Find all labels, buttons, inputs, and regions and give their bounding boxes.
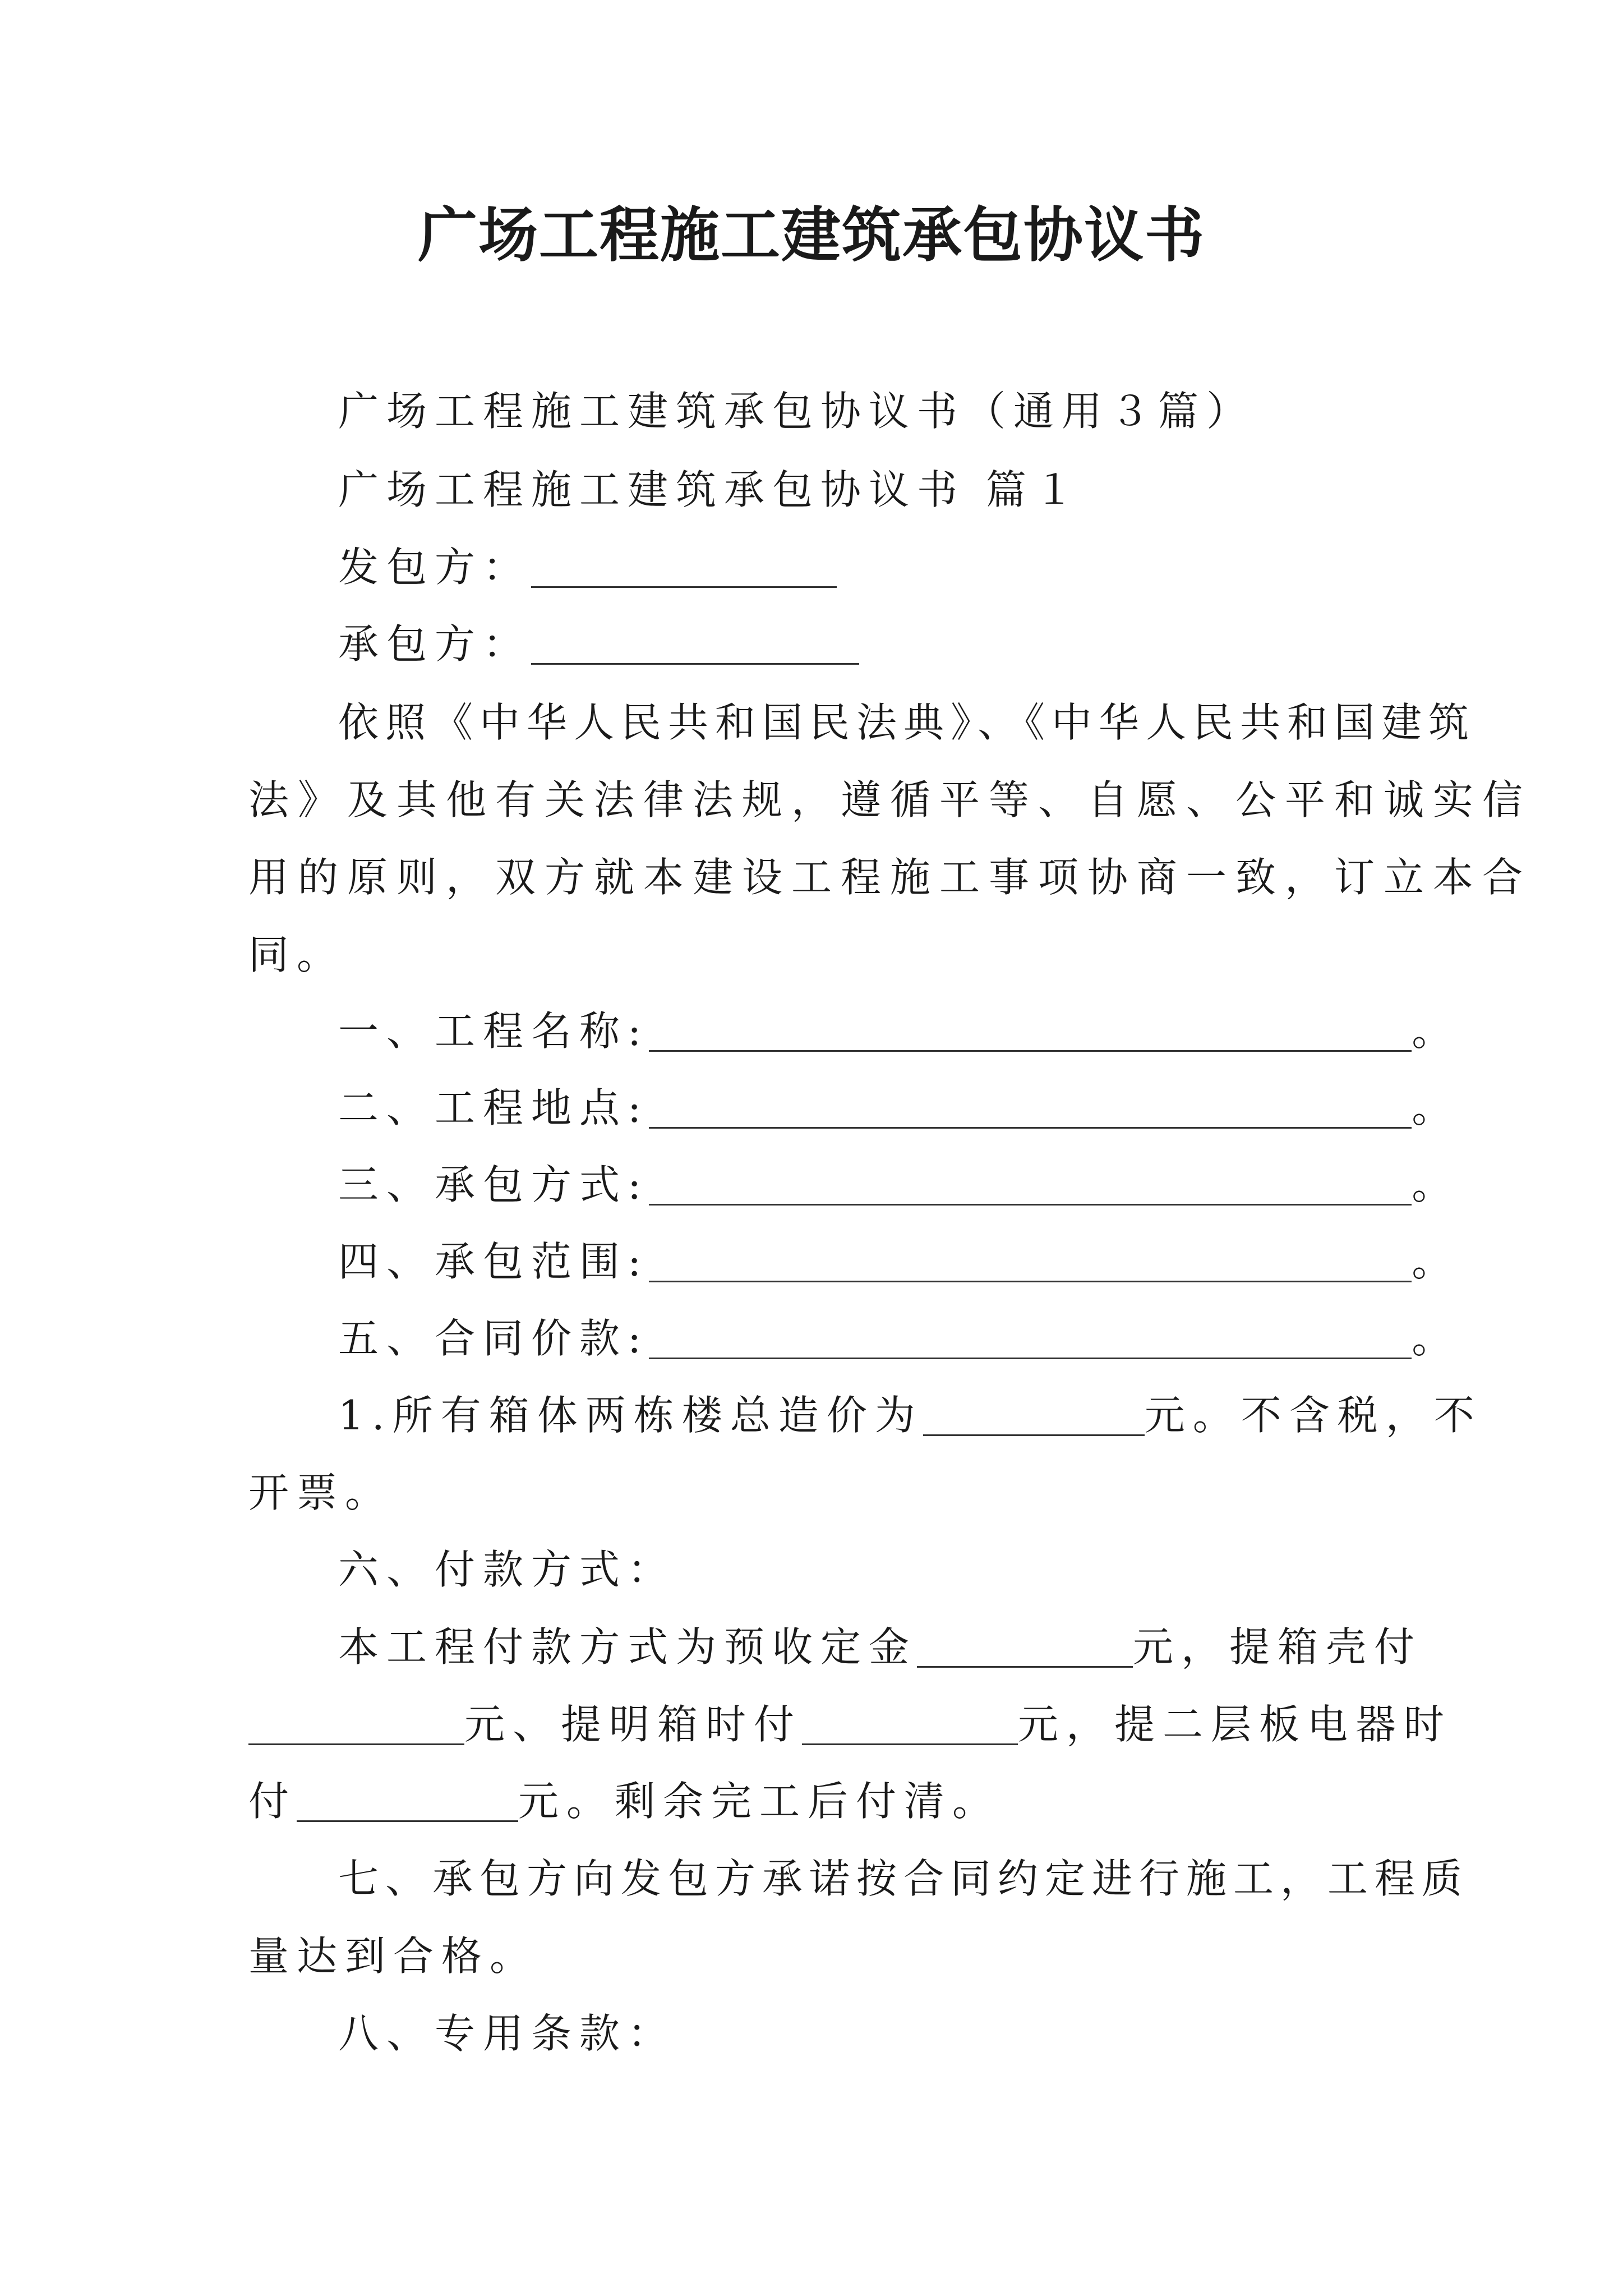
item-3-blank <box>649 1170 1412 1205</box>
preamble-line-2: 法》及其他有关法律法规，遵循平等、自愿、公平和诚实信 <box>248 776 1532 823</box>
document-title: 广场工程施工建筑承包协议书 <box>418 200 1205 270</box>
party-a-line <box>338 543 837 591</box>
item-1-line <box>338 1007 1460 1055</box>
payment-line-3 <box>248 1777 1000 1825</box>
payment-1-post: 元，提箱壳付 <box>1133 1623 1423 1671</box>
item-4-line <box>338 1237 1460 1286</box>
preamble-line-4: 同。 <box>248 931 345 978</box>
payment-line-1 <box>338 1623 1422 1671</box>
item-5-label: 五、合同价款: <box>338 1315 649 1362</box>
item-2-blank <box>649 1093 1412 1129</box>
item-7-line-1: 七、承包方向发包方承诺按合同约定进行施工，工程质 <box>338 1855 1469 1902</box>
preamble-line-3: 用的原则，双方就本建设工程施工事项协商一致，订立本合 <box>248 854 1532 901</box>
price-1-pre: 1.所有箱体两栋楼总造价为 <box>338 1392 923 1439</box>
payment-2-mid: 元、提明箱时付 <box>464 1701 803 1748</box>
item-5-blank <box>649 1324 1412 1359</box>
price-1-post: 元。不含税，不 <box>1144 1392 1482 1439</box>
payment-line-2 <box>248 1700 1452 1749</box>
total-price-blank <box>923 1401 1145 1436</box>
payment-3-pre: 付 <box>248 1778 297 1825</box>
item-4-blank <box>649 1247 1412 1282</box>
payment-1-pre: 本工程付款方式为预收定金 <box>338 1623 917 1671</box>
part-heading: 广场工程施工建筑承包协议书 篇１ <box>338 466 1082 513</box>
item-6-heading: 六、付款方式： <box>338 1546 676 1593</box>
party-b-blank <box>531 629 859 665</box>
item-1-label: 一、工程名称: <box>338 1007 649 1055</box>
party-a-label: 发包方： <box>338 544 532 591</box>
item-4-period: 。 <box>1412 1238 1460 1285</box>
price-line-2: 开票。 <box>248 1469 394 1516</box>
deposit-blank <box>917 1632 1133 1668</box>
item-3-period: 。 <box>1412 1161 1460 1208</box>
item-1-blank <box>649 1016 1412 1052</box>
second-layer-payment-blank <box>297 1787 518 1822</box>
item-2-period: 。 <box>1412 1084 1460 1131</box>
item-3-label: 三、承包方式: <box>338 1161 649 1208</box>
item-8-heading: 八、专用条款： <box>338 2010 676 2057</box>
item-7-line-2: 量达到合格。 <box>248 1932 538 1980</box>
price-line-1 <box>338 1391 1482 1439</box>
party-b-line <box>338 620 859 668</box>
party-a-blank <box>531 553 837 588</box>
payment-3-post: 元。剩余完工后付清。 <box>518 1778 1001 1825</box>
item-2-label: 二、工程地点: <box>338 1084 649 1131</box>
payment-2-post: 元，提二层板电器时 <box>1018 1701 1453 1748</box>
item-3-line <box>338 1161 1460 1209</box>
preamble-line-1 <box>338 698 1476 747</box>
shell-payment-blank <box>248 1710 464 1745</box>
item-1-period: 。 <box>1412 1007 1460 1055</box>
item-5-line <box>338 1314 1460 1363</box>
party-b-label: 承包方： <box>338 620 532 668</box>
document-subtitle: 广场工程施工建筑承包协议书（通用３篇） <box>338 388 1255 435</box>
item-5-period: 。 <box>1412 1315 1460 1362</box>
item-2-line <box>338 1084 1460 1132</box>
preamble-text-1: 依照《中华人民共和国民法典》、《中华人民共和国建筑 <box>338 699 1476 746</box>
item-4-label: 四、承包范围: <box>338 1238 649 1285</box>
open-box-payment-blank <box>802 1710 1018 1745</box>
